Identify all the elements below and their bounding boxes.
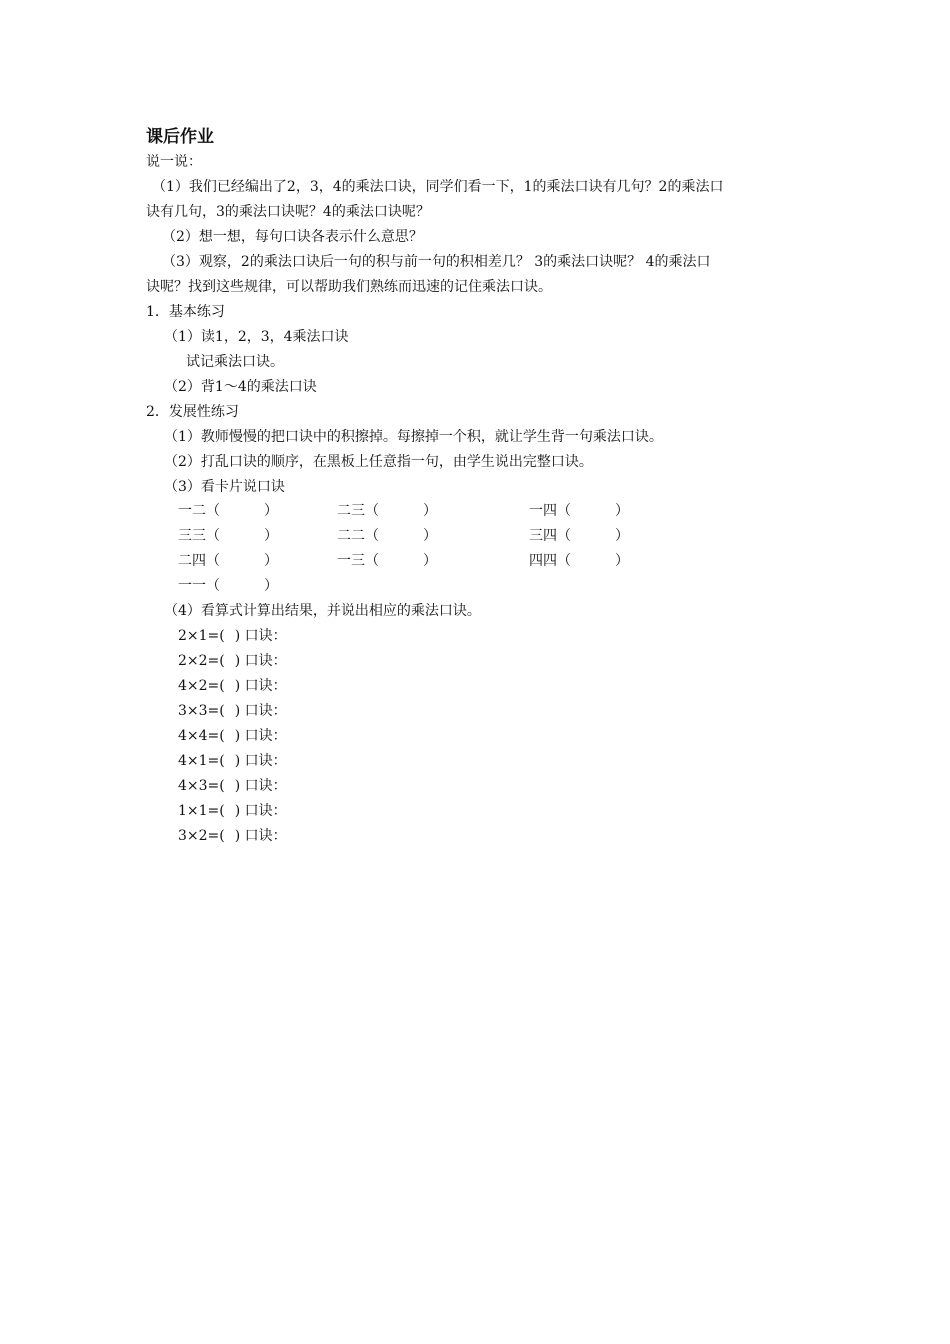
develop-practice-heading: 2．发展性练习 bbox=[146, 404, 239, 420]
equation: 2×1= bbox=[178, 628, 220, 644]
basic-item-2: （2）背1～4的乘法口诀 bbox=[164, 379, 317, 395]
equation-row: 1×1=( ) 口诀： bbox=[178, 803, 287, 819]
equation: 4×3= bbox=[178, 778, 220, 794]
intro-heading: 说一说： bbox=[146, 154, 202, 170]
equation: 4×2= bbox=[178, 678, 220, 694]
develop-item-1: （1）教师慢慢的把口诀中的积擦掉。每擦掉一个积，就让学生背一句乘法口诀。 bbox=[164, 429, 663, 445]
rhyme-label: 口诀： bbox=[244, 778, 287, 794]
rhyme-label: 口诀： bbox=[244, 653, 287, 669]
equation-row: 3×3=( ) 口诀： bbox=[178, 703, 287, 719]
card-item: 四四（ ） bbox=[529, 553, 629, 569]
card-item: 二二（ ） bbox=[337, 528, 437, 544]
card-item: 二四（ ） bbox=[178, 553, 278, 569]
card-item: 一二（ ） bbox=[178, 503, 278, 519]
rhyme-label: 口诀： bbox=[244, 753, 287, 769]
equation-row: 3×2=( ) 口诀： bbox=[178, 828, 287, 844]
equation: 3×2= bbox=[178, 828, 220, 844]
rhyme-label: 口诀： bbox=[244, 703, 287, 719]
card-label: 四四 bbox=[529, 553, 557, 569]
question-1-line-2: 诀有几句，3的乘法口诀呢？4的乘法口诀呢？ bbox=[146, 204, 430, 220]
rhyme-label: 口诀： bbox=[244, 828, 287, 844]
equation-row: 4×4=( ) 口诀： bbox=[178, 728, 287, 744]
card-item: 三三（ ） bbox=[178, 528, 278, 544]
card-item: 一三（ ） bbox=[337, 553, 437, 569]
equation: 4×4= bbox=[178, 728, 220, 744]
develop-item-3: （3）看卡片说口诀 bbox=[164, 479, 285, 495]
question-2: （2）想一想，每句口诀各表示什么意思？ bbox=[162, 229, 423, 245]
card-item: 三四（ ） bbox=[529, 528, 629, 544]
equation-row: 2×2=( ) 口诀： bbox=[178, 653, 287, 669]
card-label: 一二 bbox=[178, 503, 206, 519]
card-item: 一一（ ） bbox=[178, 578, 278, 594]
card-label: 二三 bbox=[337, 503, 365, 519]
rhyme-label: 口诀： bbox=[244, 678, 287, 694]
rhyme-label: 口诀： bbox=[244, 728, 287, 744]
question-1-line-1: （1）我们已经编出了2，3，4的乘法口诀，同学们看一下，1的乘法口诀有几句？2的乘法口 bbox=[152, 179, 724, 195]
equation-row: 2×1=( ) 口诀： bbox=[178, 628, 287, 644]
rhyme-label: 口诀： bbox=[244, 803, 287, 819]
basic-practice-heading: 1．基本练习 bbox=[146, 304, 225, 320]
question-3-line-2: 诀呢？找到这些规律，可以帮助我们熟练而迅速的记住乘法口诀。 bbox=[146, 279, 552, 295]
rhyme-label: 口诀： bbox=[244, 628, 287, 644]
card-item: 二三（ ） bbox=[337, 503, 437, 519]
card-label: 三四 bbox=[529, 528, 557, 544]
develop-item-4: （4）看算式计算出结果，并说出相应的乘法口诀。 bbox=[164, 603, 481, 619]
card-label: 三三 bbox=[178, 528, 206, 544]
card-label: 一一 bbox=[178, 578, 206, 594]
basic-item-1: （1）读1，2，3，4乘法口诀 bbox=[164, 329, 349, 345]
equation-row: 4×3=( ) 口诀： bbox=[178, 778, 287, 794]
equation-row: 4×1=( ) 口诀： bbox=[178, 753, 287, 769]
question-3-line-1: （3）观察，2的乘法口诀后一句的积与前一句的积相差几？ 3的乘法口诀呢？ 4的乘法口 bbox=[162, 254, 711, 270]
equation: 2×2= bbox=[178, 653, 220, 669]
equation: 1×1= bbox=[178, 803, 220, 819]
page-title: 课后作业 bbox=[146, 127, 214, 147]
card-label: 一四 bbox=[529, 503, 557, 519]
develop-item-2: （2）打乱口诀的顺序，在黑板上任意指一句，由学生说出完整口诀。 bbox=[164, 454, 593, 470]
card-label: 二四 bbox=[178, 553, 206, 569]
card-label: 二二 bbox=[337, 528, 365, 544]
card-item: 一四（ ） bbox=[529, 503, 629, 519]
basic-item-1-sub: 试记乘法口诀。 bbox=[186, 354, 284, 370]
card-label: 一三 bbox=[337, 553, 365, 569]
equation: 3×3= bbox=[178, 703, 220, 719]
equation: 4×1= bbox=[178, 753, 220, 769]
equation-row: 4×2=( ) 口诀： bbox=[178, 678, 287, 694]
